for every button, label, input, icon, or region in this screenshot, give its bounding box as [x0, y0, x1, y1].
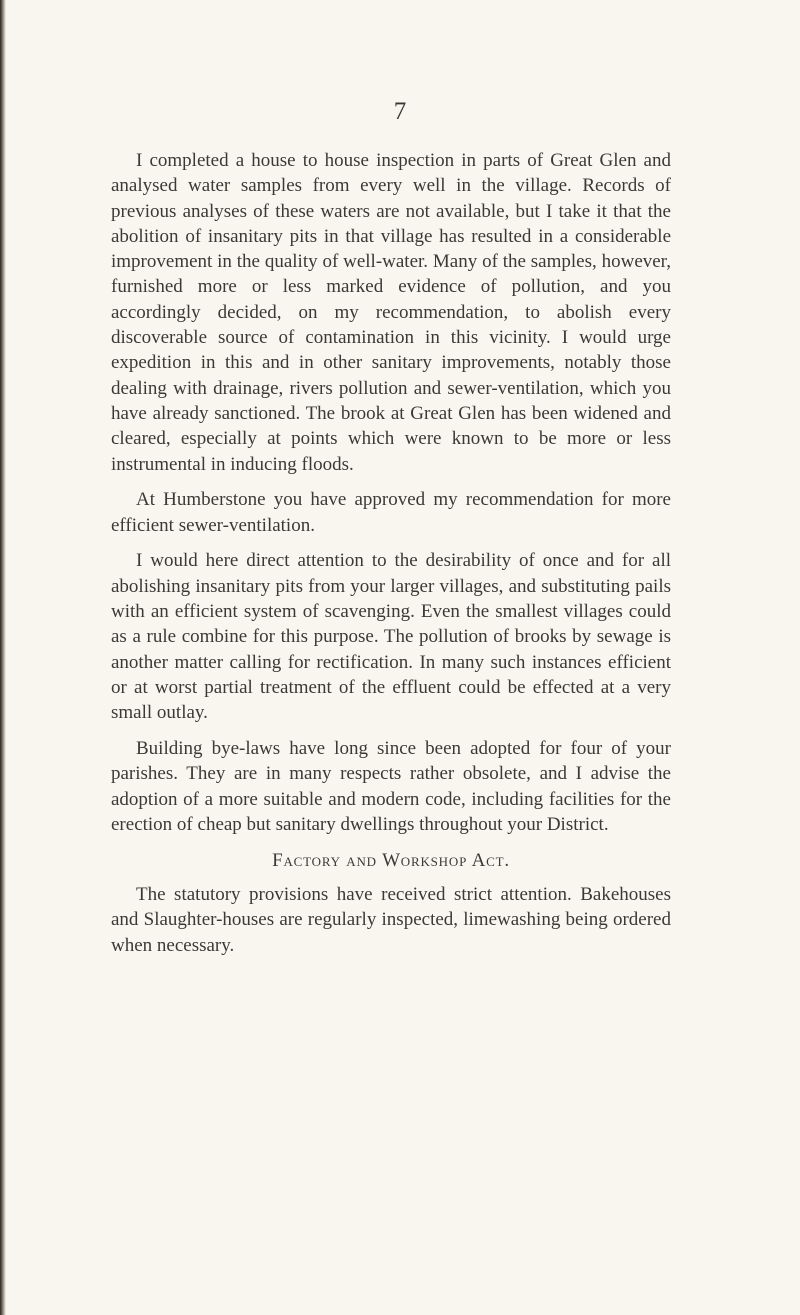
section-heading-factory-workshop-act: Factory and Workshop Act. — [272, 849, 510, 871]
body-text — [111, 148, 671, 968]
paragraph-building-bye-laws: Building bye-laws have long since been adopted for four of your parishes. They are in many respects rather obsolete, and I advise the adoption of a more suitable and modern code, including facilities for the erection of cheap but sanitary dwellings throughout your District. — [111, 738, 671, 835]
paragraph-insanitary-pits: I would here direct attention to the desirability of once and for all abolishing insanitary pits from your larger villages, and substituting pails with an efficient system of scavenging. Even the smallest villages could as a rule combine for this purpose. The pollution of brooks by sewage is another matter calling for rectification. In many such instances efficient or at worst partial treatment of the effluent could be effected at a very small outlay. — [111, 550, 671, 724]
paragraph-great-glen: I completed a house to house inspection in parts of Great Glen and analysed water samples from every well in the village. Records of previous analyses of these waters are not available, but I take it that the abolition of insanitary pits in that village has resulted in a considerable improvement in the quality of well-water. Many of the samples, however, furnished more or less marked evidence of pollution, and you accordingly decided, on my recommendation, to abolish every discoverable source of contamination in this vicinity. I would urge expedition in this and in other sanitary improvements, notably those dealing with drainage, rivers pollution and sewer-ventilation, which you have already sanctioned. The brook at Great Glen has been widened and cleared, especially at points which were known to be more or less instrumental in inducing floods. — [111, 150, 671, 475]
paragraph-statutory-provisions: The statutory provisions have received strict attention. Bakehouses and Slaughter-houses are regularly inspected, limewashing being ordered when necessary. — [111, 884, 671, 956]
binding-edge — [0, 0, 6, 1315]
page-number: 7 — [393, 98, 407, 125]
paragraph-humberstone: At Humberstone you have approved my recommendation for more efficient sewer-ventilation. — [111, 489, 671, 536]
